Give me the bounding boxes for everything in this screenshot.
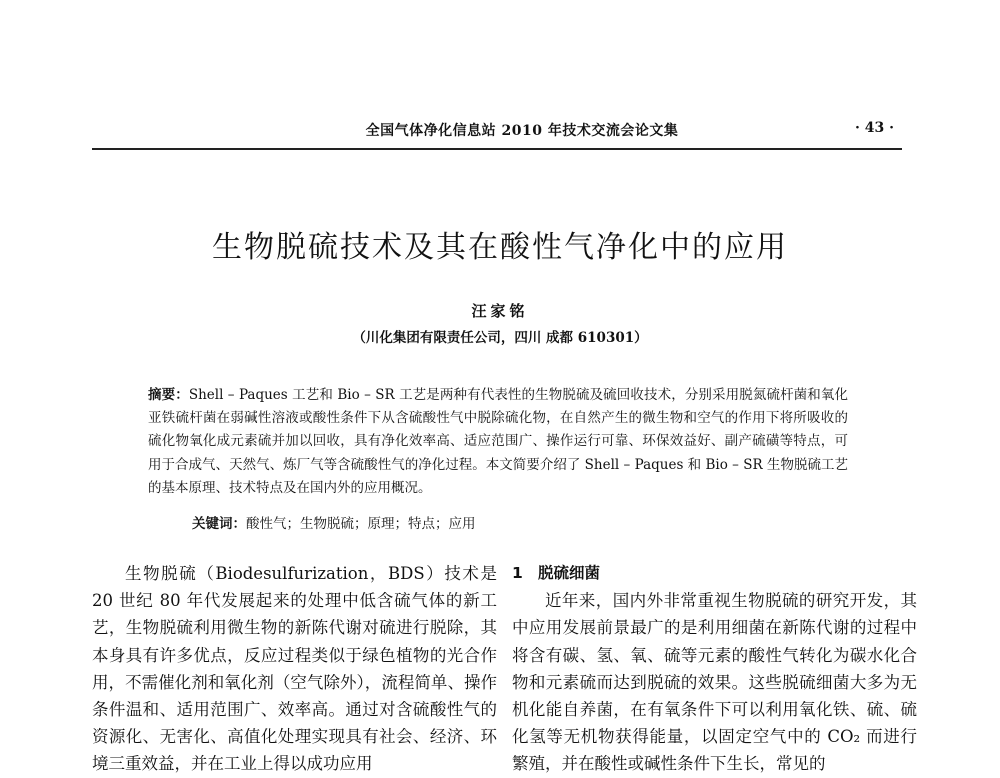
author-affiliation: （川化集团有限责任公司，四川 成都 610301）	[352, 330, 648, 346]
paper-title: 生物脱硫技术及其在酸性气净化中的应用	[212, 230, 788, 265]
abstract-label: 摘要：	[148, 387, 189, 403]
page-number: · 43 ·	[855, 120, 894, 136]
keywords	[192, 512, 832, 532]
body-left-column: 生物脱硫（Biodesulfurization，BDS）技术是 20 世纪 80 年代发展起来的处理中低含硫气体的新工艺，生物脱硫利用微生物的新陈代谢对硫进行脱除，其本身具有许多优点，反应过程类似于绿色植物的光合作用，不需催化剂和氧化剂（空气除外），流程简单、操作条件温和、适用范围广、效率高。通过对含硫酸性气的资源化、无害化、高值化处理实现具有社会、经济、环境三重效益，并在工业上得以成功应用	[92, 564, 497, 774]
author-name: 汪家铭	[471, 302, 529, 320]
section-number: 1	[512, 564, 523, 582]
body-right-column	[512, 560, 917, 778]
keywords-text: 酸性气；生物脱硫；原理；特点；应用	[246, 516, 476, 532]
running-header	[92, 120, 902, 150]
abstract-text: Shell – Paques 工艺和 Bio – SR 工艺是两种有代表性的生物脱硫及硫回收技术，分别采用脱氮硫杆菌和氧化亚铁硫杆菌在弱碱性溶液或酸性条件下从含硫酸性气中脱除硫化物，在自然产生的微生物和空气的作用下将所吸收的硫化物氧化成元素硫并加以回收，具有净化效率高、适应范围广、操作运行可靠、环保效益好、副产硫磺等特点，可用于合成气、天然气、炼厂气等含硫酸性气的净化过程。本文简要介绍了 Shell – Paques 和 Bio – SR 生物脱硫工艺的基本原理、技术特点及在国内外的应用概况。	[148, 387, 848, 496]
journal-name: 全国气体净化信息站 2010 年技术交流会论文集	[365, 123, 679, 139]
section-title: 脱硫细菌	[538, 564, 601, 582]
keywords-label: 关键词：	[192, 516, 246, 532]
section-heading	[512, 560, 917, 587]
abstract	[148, 384, 848, 500]
section-paragraph: 近年来，国内外非常重视生物脱硫的研究开发，其中应用发展前景最广的是利用细菌在新陈代谢的过程中将含有碳、氢、氧、硫等元素的酸性气转化为碳水化合物和元素硫而达到脱硫的效果。这些脱硫细菌大多为无机化能自养菌，在有氧条件下可以利用氧化铁、硫、硫化氢等无机物获得能量，以固定空气中的 CO₂ 而进行繁殖，并在酸性或碱性条件下生长，常见的	[512, 591, 917, 774]
